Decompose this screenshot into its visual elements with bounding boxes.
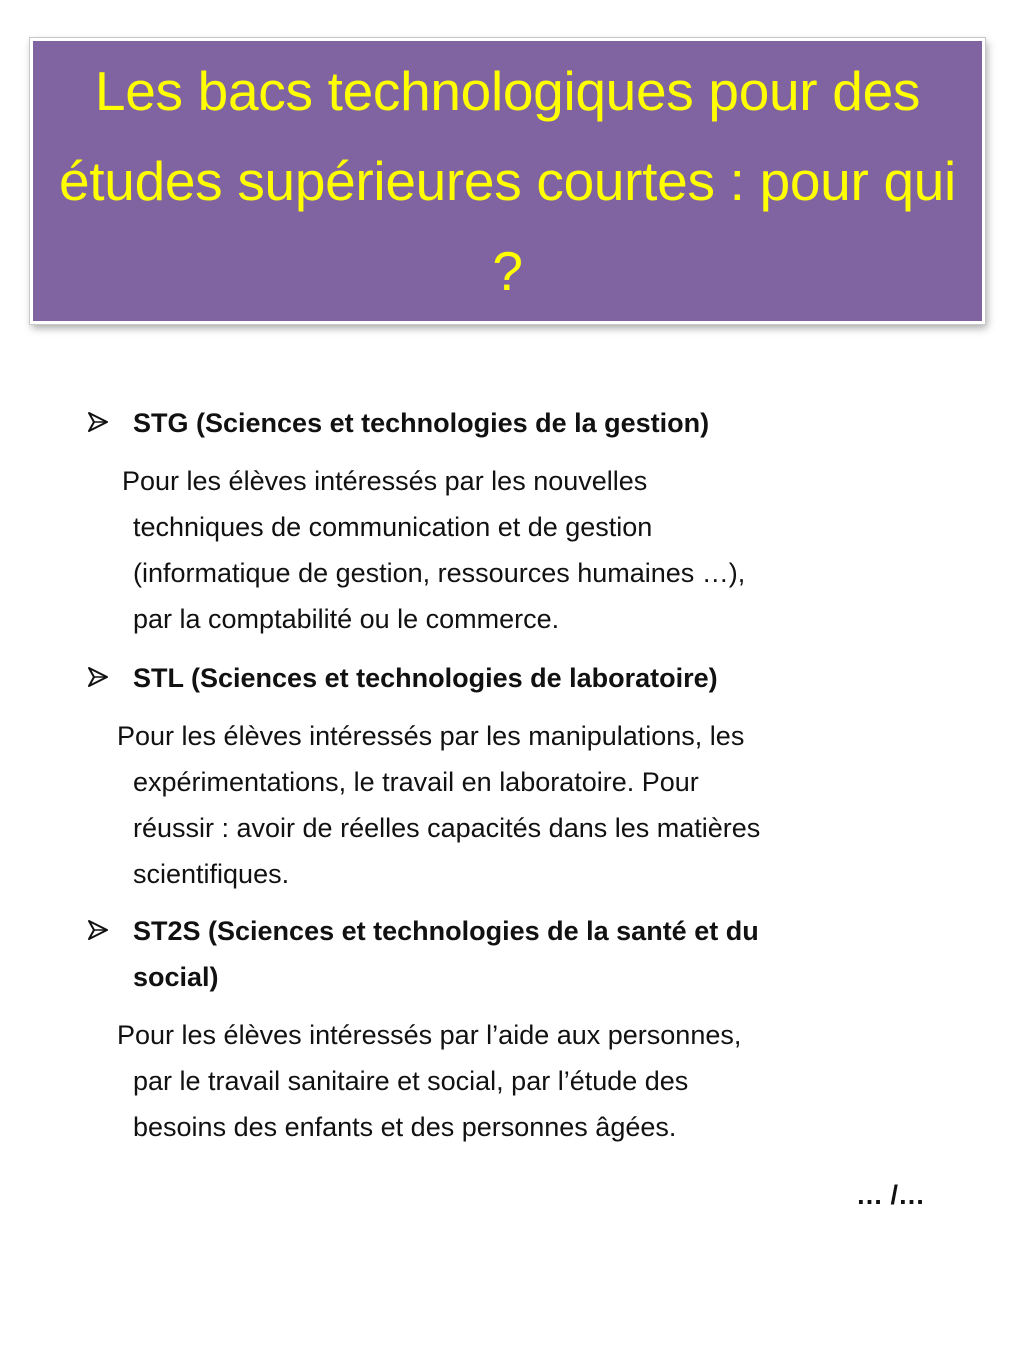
section-description-stl: [117, 713, 760, 897]
section-heading-text: STG (Sciences et technologies de la gestion): [133, 408, 710, 438]
continuation-marker: … /…: [856, 1180, 926, 1210]
section-description-st2s: [117, 1012, 741, 1150]
section-description-stg: [122, 458, 745, 642]
section-heading-text-cont: social): [133, 962, 219, 992]
description-line: scientifiques.: [133, 859, 290, 889]
arrowhead-bullet-icon: [85, 655, 111, 701]
section-heading-text: ST2S (Sciences et technologies de la santé et du: [133, 916, 759, 946]
description-line: expérimentations, le travail en laboratoire. Pour: [133, 767, 699, 797]
description-line: Pour les élèves intéressés par l’aide aux personnes,: [117, 1020, 742, 1050]
description-line: réussir : avoir de réelles capacités dans les matières: [133, 813, 761, 843]
description-line: Pour les élèves intéressés par les manipulations, les: [117, 721, 745, 751]
description-line: par la comptabilité ou le commerce.: [133, 604, 560, 634]
arrowhead-bullet-icon: [85, 400, 111, 446]
description-line: techniques de communication et de gestion: [133, 512, 653, 542]
section-heading-text: STL (Sciences et technologies de laboratoire): [133, 663, 718, 693]
description-line: besoins des enfants et des personnes âgées.: [133, 1112, 677, 1142]
description-line: (informatique de gestion, ressources humaines …),: [133, 558, 746, 588]
arrowhead-bullet-icon: [85, 908, 111, 954]
slide-title: Les bacs technologiques pour des études supérieures courtes : pour qui ?: [59, 60, 956, 302]
description-line: Pour les élèves intéressés par les nouvelles: [122, 466, 648, 496]
description-line: par le travail sanitaire et social, par l’étude des: [133, 1066, 689, 1096]
